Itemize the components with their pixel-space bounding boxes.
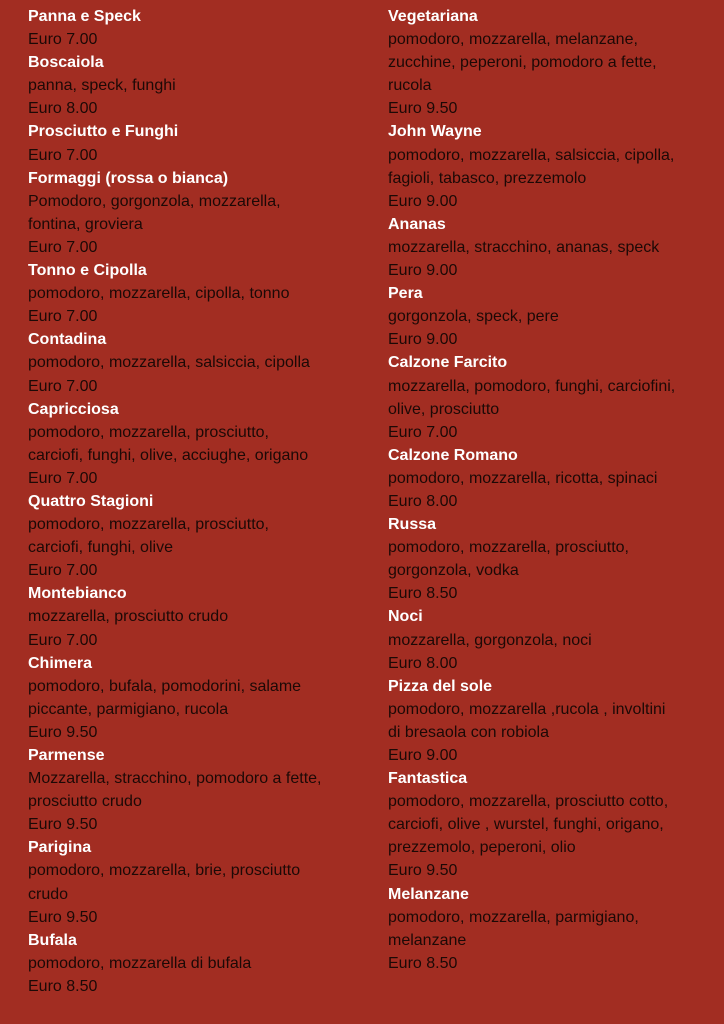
item-price: Euro 8.00	[388, 492, 458, 510]
item-name: Parmense	[28, 747, 105, 764]
item-price: Euro 8.50	[388, 585, 458, 603]
menu-item	[28, 744, 368, 836]
item-name: Pizza del sole	[388, 677, 493, 695]
menu-item	[388, 120, 708, 212]
item-name: Panna e Speck	[28, 8, 141, 25]
menu-item	[28, 929, 368, 998]
menu-column-right	[388, 5, 708, 975]
item-name: Contadina	[28, 331, 107, 349]
item-name: Calzone Farcito	[388, 354, 508, 372]
item-price: Euro 7.00	[28, 562, 98, 580]
menu-item	[388, 675, 708, 767]
item-ingredients: pomodoro, mozzarella, melanzane, zucchine, peperoni, pomodoro a fette, rucola	[388, 31, 657, 95]
menu-item	[28, 328, 368, 397]
menu-item	[28, 582, 368, 651]
menu-item	[28, 836, 368, 928]
item-ingredients: pomodoro, mozzarella, cipolla, tonno	[28, 285, 290, 303]
item-price: Euro 7.00	[28, 469, 98, 487]
item-price: Euro 9.00	[388, 331, 458, 349]
item-price: Euro 8.50	[28, 977, 98, 995]
item-ingredients: pomodoro, mozzarella, prosciutto, gorgonzola, vodka	[388, 539, 629, 580]
item-name: Noci	[388, 608, 423, 626]
menu-item	[388, 883, 708, 975]
item-price: Euro 9.00	[388, 192, 458, 210]
item-name: Vegetariana	[388, 8, 478, 25]
item-ingredients: gorgonzola, speck, pere	[388, 308, 559, 326]
item-ingredients: pomodoro, mozzarella ,rucola , involtini di bresaola con robiola	[388, 700, 666, 741]
item-price: Euro 9.00	[388, 747, 458, 764]
item-name: Ananas	[388, 215, 446, 233]
item-ingredients: pomodoro, mozzarella, prosciutto cotto, carciofi, olive , wurstel, funghi, origano, prezzemolo, peperoni, olio	[388, 793, 669, 857]
item-price: Euro 9.00	[388, 262, 458, 280]
menu-item	[388, 282, 708, 351]
menu-item	[388, 213, 708, 282]
item-price: Euro 9.50	[28, 723, 98, 741]
item-ingredients: pomodoro, mozzarella, salsiccia, cipolla, fagioli, tabasco, prezzemolo	[388, 146, 675, 187]
item-price: Euro 7.00	[28, 308, 98, 326]
item-name: Fantastica	[388, 770, 468, 788]
item-price: Euro 7.00	[28, 631, 98, 649]
menu-item	[28, 120, 368, 166]
item-ingredients: mozzarella, gorgonzola, noci	[388, 631, 592, 649]
item-ingredients: pomodoro, mozzarella, parmigiano, melanzane	[388, 908, 639, 949]
item-name: Pera	[388, 285, 423, 303]
item-ingredients: pomodoro, mozzarella, brie, prosciutto crudo	[28, 862, 301, 903]
item-name: Montebianco	[28, 585, 127, 603]
menu-item	[388, 351, 708, 443]
item-name: Quattro Stagioni	[28, 492, 154, 510]
menu-item	[28, 167, 368, 259]
item-ingredients: pomodoro, mozzarella, prosciutto, carciofi, funghi, olive, acciughe, origano	[28, 423, 309, 464]
item-name: Calzone Romano	[388, 446, 518, 464]
item-name: Prosciutto e Funghi	[28, 123, 179, 141]
item-name: Tonno e Cipolla	[28, 262, 147, 280]
item-ingredients: mozzarella, stracchino, ananas, speck	[388, 238, 660, 256]
item-name: Russa	[388, 516, 437, 534]
item-ingredients: Mozzarella, stracchino, pomodoro a fette, prosciutto crudo	[28, 770, 322, 811]
item-price: Euro 9.50	[28, 816, 98, 834]
menu-item	[28, 259, 368, 328]
menu-item	[388, 444, 708, 513]
item-name: Capricciosa	[28, 400, 119, 418]
item-name: John Wayne	[388, 123, 482, 141]
item-name: Formaggi (rossa o bianca)	[28, 169, 229, 187]
item-price: Euro 7.00	[28, 238, 98, 256]
item-price: Euro 7.00	[388, 423, 458, 441]
menu-item	[28, 398, 368, 490]
menu-item	[28, 5, 368, 51]
item-ingredients: Pomodoro, gorgonzola, mozzarella, fontina, groviera	[28, 192, 281, 233]
item-name: Parigina	[28, 839, 92, 857]
item-ingredients: panna, speck, funghi	[28, 77, 176, 95]
item-ingredients: pomodoro, mozzarella di bufala	[28, 954, 252, 972]
item-name: Melanzane	[388, 885, 469, 903]
item-price: Euro 8.50	[388, 954, 458, 972]
item-price: Euro 9.50	[388, 100, 458, 118]
item-ingredients: pomodoro, mozzarella, prosciutto, carciofi, funghi, olive	[28, 516, 269, 557]
item-ingredients: pomodoro, bufala, pomodorini, salame piccante, parmigiano, rucola	[28, 677, 302, 718]
menu-item	[388, 767, 708, 882]
item-ingredients: mozzarella, prosciutto crudo	[28, 608, 229, 626]
menu-item	[28, 490, 368, 582]
item-ingredients: mozzarella, pomodoro, funghi, carciofini, olive, prosciutto	[388, 377, 676, 418]
item-price: Euro 7.00	[28, 377, 98, 395]
menu-item	[388, 605, 708, 674]
item-price: Euro 9.50	[28, 908, 98, 926]
item-price: Euro 8.00	[28, 100, 98, 118]
item-price: Euro 9.50	[388, 862, 458, 880]
item-price: Euro 8.00	[388, 654, 458, 672]
item-name: Bufala	[28, 931, 77, 949]
menu-item	[388, 5, 708, 120]
menu-item	[28, 652, 368, 744]
item-ingredients: pomodoro, mozzarella, salsiccia, cipolla	[28, 354, 310, 372]
item-price: Euro 7.00	[28, 146, 98, 164]
menu-item	[388, 513, 708, 605]
item-price: Euro 7.00	[28, 31, 98, 49]
item-ingredients: pomodoro, mozzarella, ricotta, spinaci	[388, 469, 658, 487]
menu-item	[28, 51, 368, 120]
menu-column-left	[28, 5, 368, 998]
item-name: Boscaiola	[28, 54, 104, 72]
item-name: Chimera	[28, 654, 93, 672]
